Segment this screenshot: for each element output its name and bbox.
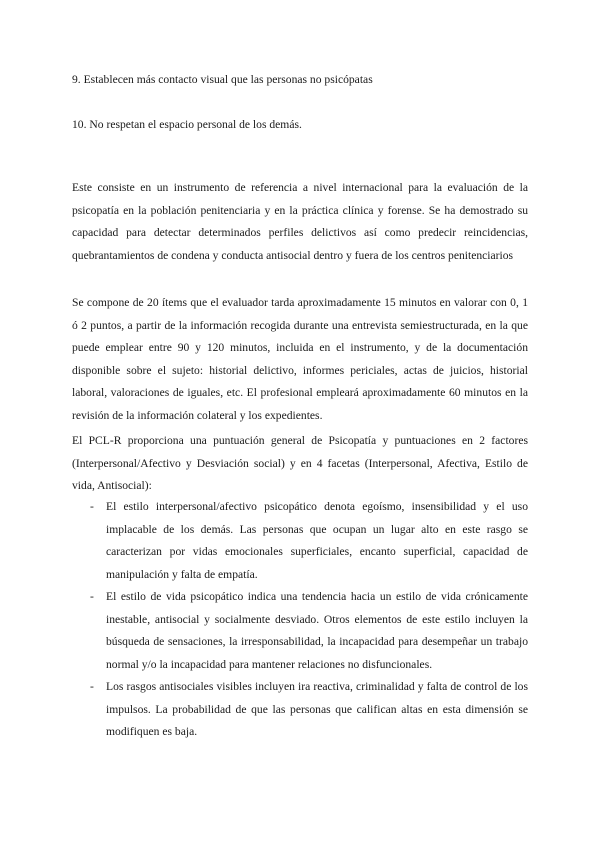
paragraph-scores: El PCL-R proporciona una puntuación general de Psicopatía y puntuaciones en 2 factores (Interpersonal/Afectivo y Desviación social) y en 4 facetas (Interpersonal, Afectiva, Estilo de vida, Antisocial): [72,434,528,492]
bullet-item-lifestyle [72,586,528,676]
bullet-text: El estilo de vida psicopático indica una tendencia hacia un estilo de vida crónicamente inestable, antisocial y socialmente desviado. Otros elementos de este estilo incluyen la búsqueda de sensaciones, la irresponsabilidad, la incapacidad para desempeñar un trabajo normal y/o la incapacidad para mantener relaciones no disfuncionales. [106,590,528,671]
bullet-dash: - [90,590,94,603]
factor-bullet-list [72,496,528,744]
list-item-10: 10. No respetan el espacio personal de los demás. [72,118,302,131]
bullet-text: El estilo interpersonal/afectivo psicopático denota egoísmo, insensibilidad y el uso implacable de los demás. Las personas que ocupan un lugar alto en este rasgo se caracterizan por vidas emocionales superficiales, encanto superficial, capacidad de manipulación y falta de empatía. [106,500,528,581]
bullet-dash: - [90,680,94,693]
list-item-9: 9. Establecen más contacto visual que las personas no psicópatas [72,73,373,86]
bullet-item-antisocial [72,676,528,744]
bullet-item-interpersonal [72,496,528,586]
paragraph-description: Este consiste en un instrumento de referencia a nivel internacional para la evaluación de la psicopatía en la población penitenciaria y en la práctica clínica y forense. Se ha demostrado su capacidad para detectar determinados perfiles delictivos así como predecir reincidencias, quebrantamientos de condena y conducta antisocial dentro y fuera de los centros penitenciarios [72,181,528,262]
paragraph-composition: Se compone de 20 ítems que el evaluador tarda aproximadamente 15 minutos en valorar con 0, 1 ó 2 puntos, a partir de la información recogida durante una entrevista semiestructurada, en la que puede emplear entre 90 y 120 minutos, incluida en el instrumento, y de la documentación disponible sobre el sujeto: historial delictivo, informes periciales, actas de juicios, historial laboral, valoraciones de iguales, etc. El profesional empleará aproximadamente 60 minutos en la revisión de la información colateral y los expedientes. [72,296,528,422]
bullet-text: Los rasgos antisociales visibles incluyen ira reactiva, criminalidad y falta de control de los impulsos. La probabilidad de que las personas que califican altas en esta dimensión se modifiquen es baja. [106,680,528,738]
bullet-dash: - [90,500,94,513]
